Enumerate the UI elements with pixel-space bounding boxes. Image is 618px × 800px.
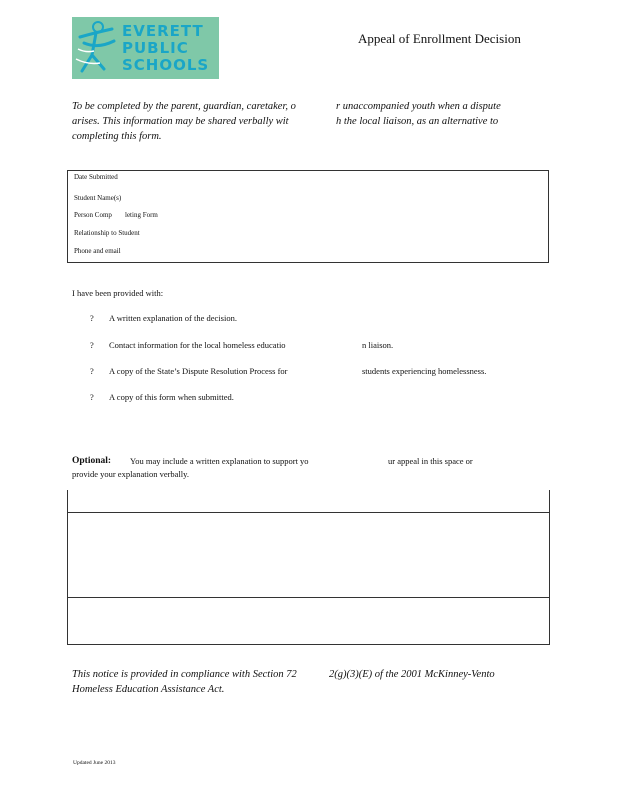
optional-text-b: ur appeal in this space or [388, 456, 473, 466]
provided-item-2a: Contact information for the local homeless educatio [109, 340, 286, 350]
optional-text-a: You may include a written explanation to support yo [130, 456, 309, 466]
intro-line-1b: r unaccompanied youth when a dispute [336, 101, 501, 112]
notice-line-1b: 2(g)(3)(E) of the 2001 McKinney-Vento [329, 669, 495, 680]
provided-item-3b: students experiencing homelessness. [362, 366, 487, 376]
intro-line-2b: h the local liaison, as an alternative to [336, 116, 499, 127]
explanation-divider-2 [68, 597, 549, 598]
date-submitted-label: Date Submitted [74, 173, 118, 181]
provided-item-2b: n liaison. [362, 340, 394, 350]
person-completing-label-a: Person Comp [74, 211, 112, 219]
relationship-label: Relationship to Student [74, 229, 140, 237]
provided-item-4: A copy of this form when submitted. [109, 392, 234, 402]
page-title: Appeal of Enrollment Decision [358, 31, 521, 46]
intro-line-1a: To be completed by the parent, guardian, caretaker, o [72, 101, 296, 112]
bullet-3: ? [90, 366, 94, 376]
optional-label: Optional: [72, 456, 112, 466]
school-logo [72, 17, 219, 79]
explanation-divider-1 [68, 512, 549, 513]
intro-line-2a: arises. This information may be shared verbally wit [72, 116, 289, 127]
logo-text-line-3: SCHOOLS [122, 56, 210, 74]
student-name-label: Student Name(s) [74, 194, 122, 202]
logo-text-line-1: EVERETT [122, 22, 204, 40]
optional-text-c: provide your explanation verbally. [72, 469, 189, 479]
person-completing-label-b: leting Form [125, 211, 158, 219]
logo-text-line-2: PUBLIC [122, 39, 189, 57]
bullet-2: ? [90, 340, 94, 350]
provided-item-3a: A copy of the State’s Dispute Resolution Process for [109, 366, 288, 376]
notice-line-1a: This notice is provided in compliance with Section 72 [72, 669, 297, 680]
contact-info-box[interactable] [67, 170, 549, 263]
intro-line-3: completing this form. [72, 131, 162, 142]
figure-emblem-icon [74, 19, 120, 77]
optional-instructions [72, 455, 473, 479]
provided-heading: I have been provided with: [72, 288, 164, 298]
bullet-4: ? [90, 392, 94, 402]
explanation-box[interactable] [67, 490, 550, 645]
bullet-1: ? [90, 313, 94, 323]
updated-date: Updated June 2013 [73, 760, 116, 766]
phone-email-label: Phone and email [74, 247, 121, 255]
provided-item-1: A written explanation of the decision. [109, 313, 237, 323]
notice-line-2: Homeless Education Assistance Act. [72, 684, 225, 695]
